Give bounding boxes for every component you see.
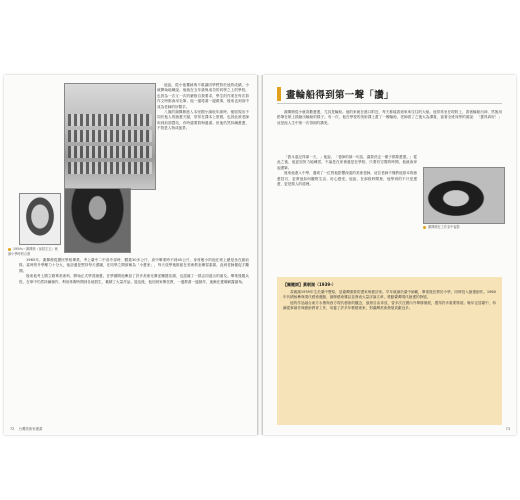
left-text-column-bottom: [19, 258, 249, 418]
paragraph: 後來他進入中學，遇到了一位對他影響深遠的美術老師，這位老師不僅教他基本的繪畫技巧，更教他如何觀察生活、用心感受。他說，在那段時間裡，他學到的不只是畫畫，更是做人的道理。: [277, 171, 417, 187]
keyword-body: [283, 290, 496, 420]
boy-portrait-photo: [19, 193, 61, 245]
left-page-footer: [10, 426, 42, 431]
heading-accent-bar: [277, 87, 281, 101]
artist-portrait-photo: [423, 167, 505, 224]
bullet-icon: [423, 226, 426, 229]
section-heading: [277, 87, 394, 101]
paragraph: 他的作品融合東方水墨與西方現代藝術的觀念，風格自由奔放，曾多次在國內外舉辦個展，獲得許多重要獎項。晚年定居臺中，持續從事創作與藝術教育工作，培養了許多年輕藝術家，對臺灣美術發展貢獻良多。: [283, 300, 496, 311]
paragraph: 後來他考上國立藝專美術科，開始正式學習繪畫。在學期間他參加了許多美術比賽並屢獲佳績，也認識了一群志同道合的朋友。畢業後服兵役，在軍中仍然持續創作，利用休假時間到各地寫生，累積了大量作品。退伍後，他回到家鄉任教，一邊教書一邊創作，逐漸在畫壇嶄露頭角。: [19, 274, 249, 284]
page-number: 73: [505, 427, 510, 431]
keyword-box: [277, 277, 502, 425]
bullet-icon: [8, 248, 11, 251]
running-title: 台灣美術家叢書: [18, 427, 43, 431]
right-page: [263, 75, 516, 435]
heading-title: 畫輪船得到第一聲「讚」: [286, 90, 394, 101]
left-text-column-top: [157, 83, 249, 253]
paragraph: 謝揮鼎從小就喜歡畫畫，尤其是輪船。他的家就在港口附近，每天都能看到來來往往的大船。他常常坐在堤防上，看著輪船出神，然後用鉛筆在紙上描繪出輪船的樣子。有一次，他在學校的美術課上畫了一艘輪船，老師看了之後大為讚賞，當著全班同學的面說：「畫得真好！」這是他人生中第一次得到的讚美。: [277, 110, 502, 125]
paragraph: 1965年，謝揮鼎從國民學校畢業，考上臺中二中高中部時，體重30多公斤，高中畢業時不到45公斤，身材瘦小的他在班上總是坐在最前排。當時的升學壓力十分大，他卻還是堅持每天畫圖，在同學之間被稱為「小畫家」，每天放學後都留在美術教室練習素描，直到老師催促才離開。: [19, 258, 249, 273]
page-number: 72: [10, 427, 15, 431]
uniform-portrait-photo: [64, 188, 131, 253]
keyword-title: 【關鍵詞】黃朝湖（1939-）: [283, 282, 336, 287]
paragraph: 黃朝湖1939年生於臺中豐原，是臺灣重要的畫家與藝評家。早年就讀於臺中師範，畢業後任教於小學，同時投入繪畫創作。1960年代積極參與現代藝術運動，創辦藝術雜誌並發表大量評論文章，推動臺灣現代繪畫的發展。: [283, 290, 496, 300]
heading-divider: [277, 103, 502, 104]
right-text-intro: [277, 110, 502, 148]
paragraph: 「我永遠記得那一天，」他說，「老師的那一句話，讓我決定一輩子都要畫畫。」從此之後，他更加努力地練習，不論是在家裡還是在學校，只要有空閒的時間，他就會拿起畫筆。: [277, 155, 417, 170]
paragraph: 八歲的謝揮鼎進入本里國小讀低年級時，便展現出不同於他人的繪畫天賦，常常在課本上塗鴉，也因此被老師叫到前面罰站，有時還要寫悔過書。但他仍然持續畫畫，不管是人物或風景。: [157, 110, 249, 131]
artist-photo-caption: 謝揮鼎在工作室中留影: [423, 225, 503, 230]
photo-caption-1: 1950s～謝揮鼎（前排左五）就讀小學時的合照: [8, 247, 58, 256]
paragraph: 他說，從小他獨就與不敢讓同學們對於他的成績，小就開始地練說，他就在五年級與成功的同學之上的學校，也因為一次又一次的嚴格自我要求，學生的作業在每次寫作文時都會用毛筆，他一邊唸書一邊做事，後來也到高中成為老師的好幫手。: [157, 83, 249, 109]
right-text-column: [277, 155, 417, 273]
class-group-photo: [64, 83, 156, 190]
left-page: [4, 75, 257, 435]
